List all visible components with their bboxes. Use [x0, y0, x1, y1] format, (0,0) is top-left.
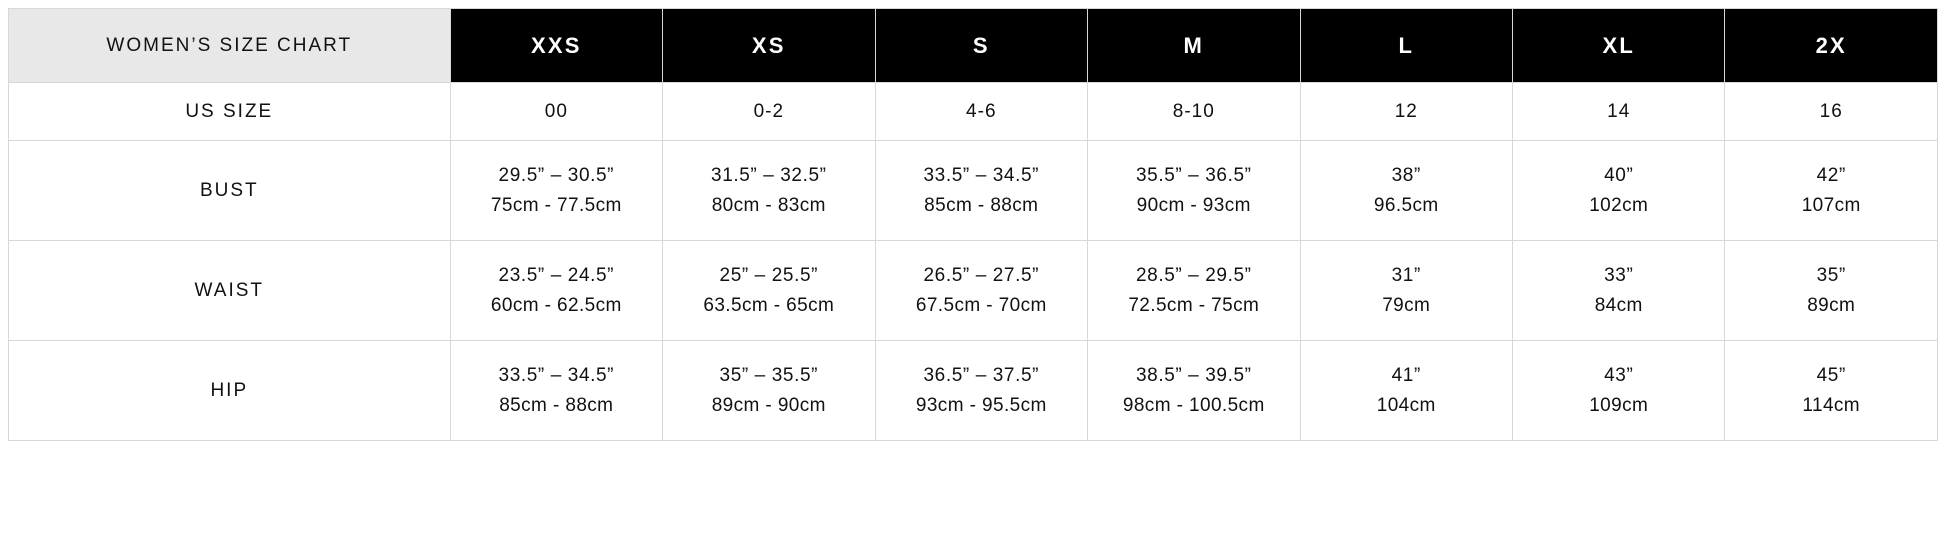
value-cm: 109cm: [1589, 394, 1649, 416]
value-cm: 67.5cm - 70cm: [915, 294, 1047, 316]
value-inch: 35.5” – 36.5”: [1136, 165, 1252, 187]
value-cm: 72.5cm - 75cm: [1128, 294, 1260, 316]
cell-us-size-m: 8-10: [1088, 83, 1300, 141]
value-cm: 93cm - 95.5cm: [915, 394, 1047, 416]
value-cm: 107cm: [1801, 194, 1861, 216]
cell-us-size-xs: 0-2: [663, 83, 875, 141]
size-header-xl: XL: [1513, 9, 1725, 83]
row-label-us-size: US SIZE: [9, 83, 451, 141]
value-cm: 104cm: [1376, 394, 1436, 416]
value-cm: 85cm - 88cm: [499, 394, 614, 416]
value-inch: 33.5” – 34.5”: [923, 165, 1040, 187]
value-cm: 89cm - 90cm: [711, 394, 826, 416]
table-row: [9, 341, 1938, 441]
cell-waist-m: [1088, 241, 1300, 341]
cell-bust-s: [875, 141, 1087, 241]
cell-us-size-xl: 14: [1513, 83, 1725, 141]
cell-bust-xl: [1513, 141, 1725, 241]
table-row: [9, 241, 1938, 341]
value-inch: 33”: [1604, 265, 1634, 287]
cell-us-size-xxs: 00: [450, 83, 662, 141]
cell-hip-xxs: [450, 341, 662, 441]
value-inch: 23.5” – 24.5”: [498, 265, 615, 287]
value-inch: 33.5” – 34.5”: [498, 365, 615, 387]
size-header-m: M: [1088, 9, 1300, 83]
value-inch: 29.5” – 30.5”: [498, 165, 615, 187]
value-inch: 42”: [1816, 165, 1846, 187]
row-label-hip: HIP: [9, 341, 451, 441]
value-inch: 25” – 25.5”: [719, 265, 819, 287]
value-inch: 38”: [1391, 165, 1421, 187]
cell-hip-m: [1088, 341, 1300, 441]
cell-hip-s: [875, 341, 1087, 441]
value-cm: 75cm - 77.5cm: [490, 194, 622, 216]
value-inch: 35” – 35.5”: [719, 365, 819, 387]
value-cm: 85cm - 88cm: [924, 194, 1039, 216]
cell-waist-xs: [663, 241, 875, 341]
value-cm: 79cm: [1382, 294, 1431, 316]
size-chart-body: [9, 9, 1938, 441]
womens-size-chart-table: [8, 8, 1938, 441]
value-inch: 43”: [1604, 365, 1634, 387]
value-inch: 38.5” – 39.5”: [1136, 365, 1252, 387]
cell-hip-xl: [1513, 341, 1725, 441]
value-inch: 31.5” – 32.5”: [711, 165, 827, 187]
value-cm: 90cm - 93cm: [1136, 194, 1251, 216]
cell-hip-l: [1300, 341, 1512, 441]
value-cm: 89cm: [1807, 294, 1856, 316]
size-header-2x: 2X: [1725, 9, 1938, 83]
cell-us-size-l: 12: [1300, 83, 1512, 141]
chart-title-cell: WOMEN’S SIZE CHART: [9, 9, 451, 83]
cell-hip-2x: [1725, 341, 1938, 441]
size-header-xs: XS: [663, 9, 875, 83]
cell-waist-xl: [1513, 241, 1725, 341]
value-cm: 102cm: [1589, 194, 1649, 216]
table-row: [9, 83, 1938, 141]
cell-bust-xs: [663, 141, 875, 241]
value-cm: 98cm - 100.5cm: [1122, 394, 1265, 416]
cell-waist-s: [875, 241, 1087, 341]
cell-us-size-s: 4-6: [875, 83, 1087, 141]
value-cm: 114cm: [1802, 394, 1861, 416]
row-label-bust: BUST: [9, 141, 451, 241]
cell-waist-2x: [1725, 241, 1938, 341]
value-inch: 40”: [1604, 165, 1634, 187]
value-inch: 41”: [1391, 365, 1421, 387]
cell-waist-l: [1300, 241, 1512, 341]
value-inch: 31”: [1391, 265, 1421, 287]
cell-bust-xxs: [450, 141, 662, 241]
cell-bust-m: [1088, 141, 1300, 241]
size-header-xxs: XXS: [450, 9, 662, 83]
value-inch: 45”: [1816, 365, 1846, 387]
size-header-s: S: [875, 9, 1087, 83]
row-label-waist: WAIST: [9, 241, 451, 341]
cell-us-size-2x: 16: [1725, 83, 1938, 141]
value-inch: 26.5” – 27.5”: [923, 265, 1040, 287]
value-inch: 28.5” – 29.5”: [1136, 265, 1252, 287]
cell-waist-xxs: [450, 241, 662, 341]
value-cm: 80cm - 83cm: [711, 194, 826, 216]
cell-bust-l: [1300, 141, 1512, 241]
value-inch: 36.5” – 37.5”: [923, 365, 1040, 387]
size-header-l: L: [1300, 9, 1512, 83]
value-cm: 84cm: [1594, 294, 1643, 316]
cell-bust-2x: [1725, 141, 1938, 241]
value-cm: 63.5cm - 65cm: [703, 294, 835, 316]
table-row: [9, 141, 1938, 241]
cell-hip-xs: [663, 341, 875, 441]
table-header-row: [9, 9, 1938, 83]
value-cm: 60cm - 62.5cm: [490, 294, 622, 316]
value-cm: 96.5cm: [1373, 194, 1439, 216]
value-inch: 35”: [1816, 265, 1846, 287]
